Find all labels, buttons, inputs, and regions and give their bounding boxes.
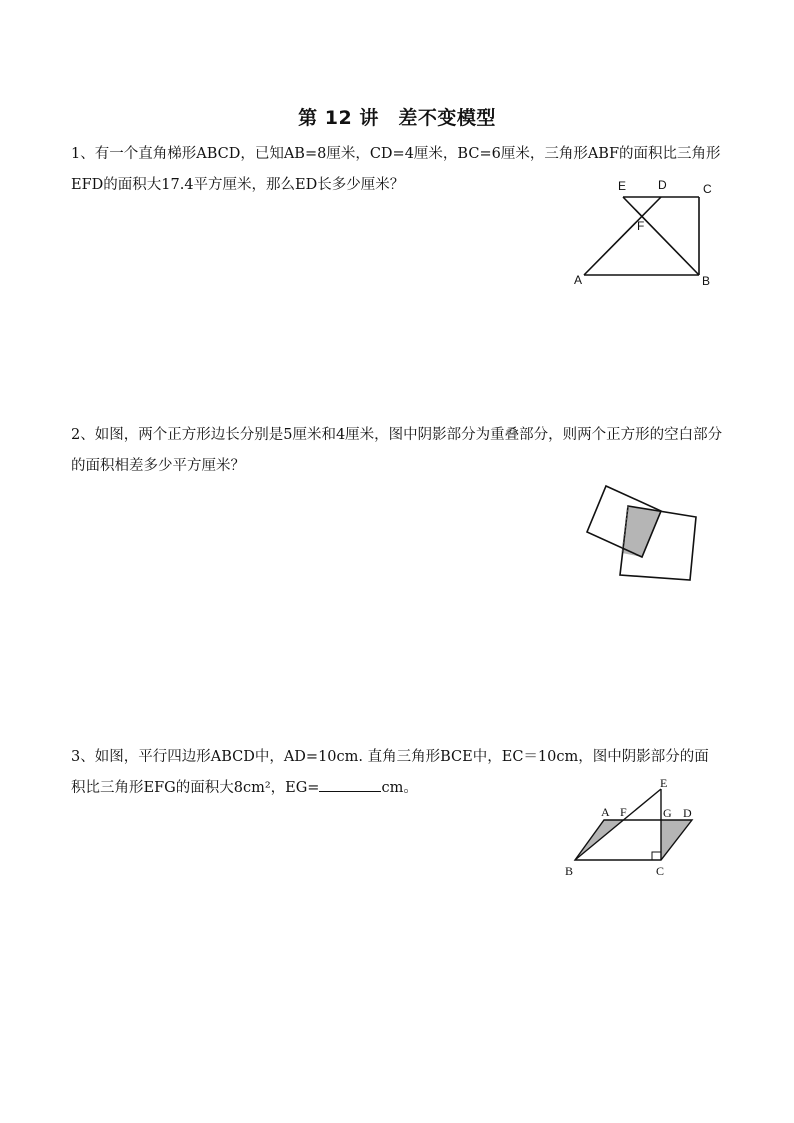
label-a: A (574, 273, 583, 287)
problem-3-figure (560, 774, 710, 884)
label-b: B (565, 864, 574, 878)
problem-3-text-end: cm。 (381, 780, 418, 796)
label-d: D (683, 806, 692, 820)
label-f: F (620, 805, 627, 819)
right-angle-mark (652, 852, 661, 860)
problem-2-text: 2、如图，两个正方形边长分别是5厘米和4厘米，图中阴影部分为重叠部分，则两个正方形的空白部分的面积相差多少平方厘米？ (71, 427, 723, 474)
segment-eb (623, 197, 699, 275)
label-e: E (618, 179, 627, 193)
answer-blank[interactable] (319, 777, 381, 792)
segment-be (575, 789, 661, 860)
label-b: B (702, 274, 711, 288)
label-a: A (601, 805, 610, 819)
problem-1-figure (566, 174, 726, 294)
label-c: C (703, 182, 712, 196)
segment-ad (584, 197, 661, 275)
page-title: 第 12 讲 差不变模型 (298, 107, 496, 129)
problem-2-figure (580, 478, 705, 588)
label-c: C (656, 864, 665, 878)
problem-3-text-main: 3、如图，平行四边形ABCD中，AD=10cm. 直角三角形BCE中，EC＝10cm，图中阴影部分的面积比三角形EFG的面积大8cm²，EG= (71, 749, 709, 796)
label-e: E (660, 776, 668, 790)
label-d: D (658, 178, 667, 192)
problem-1-text: 1、有一个直角梯形ABCD，已知AB=8厘米，CD=4厘米，BC=6厘米，三角形ABF的面积比三角形EFD的面积大17.4平方厘米，那么ED长多少厘米？ (71, 146, 721, 193)
label-g: G (663, 806, 672, 820)
label-f: F (637, 219, 645, 233)
